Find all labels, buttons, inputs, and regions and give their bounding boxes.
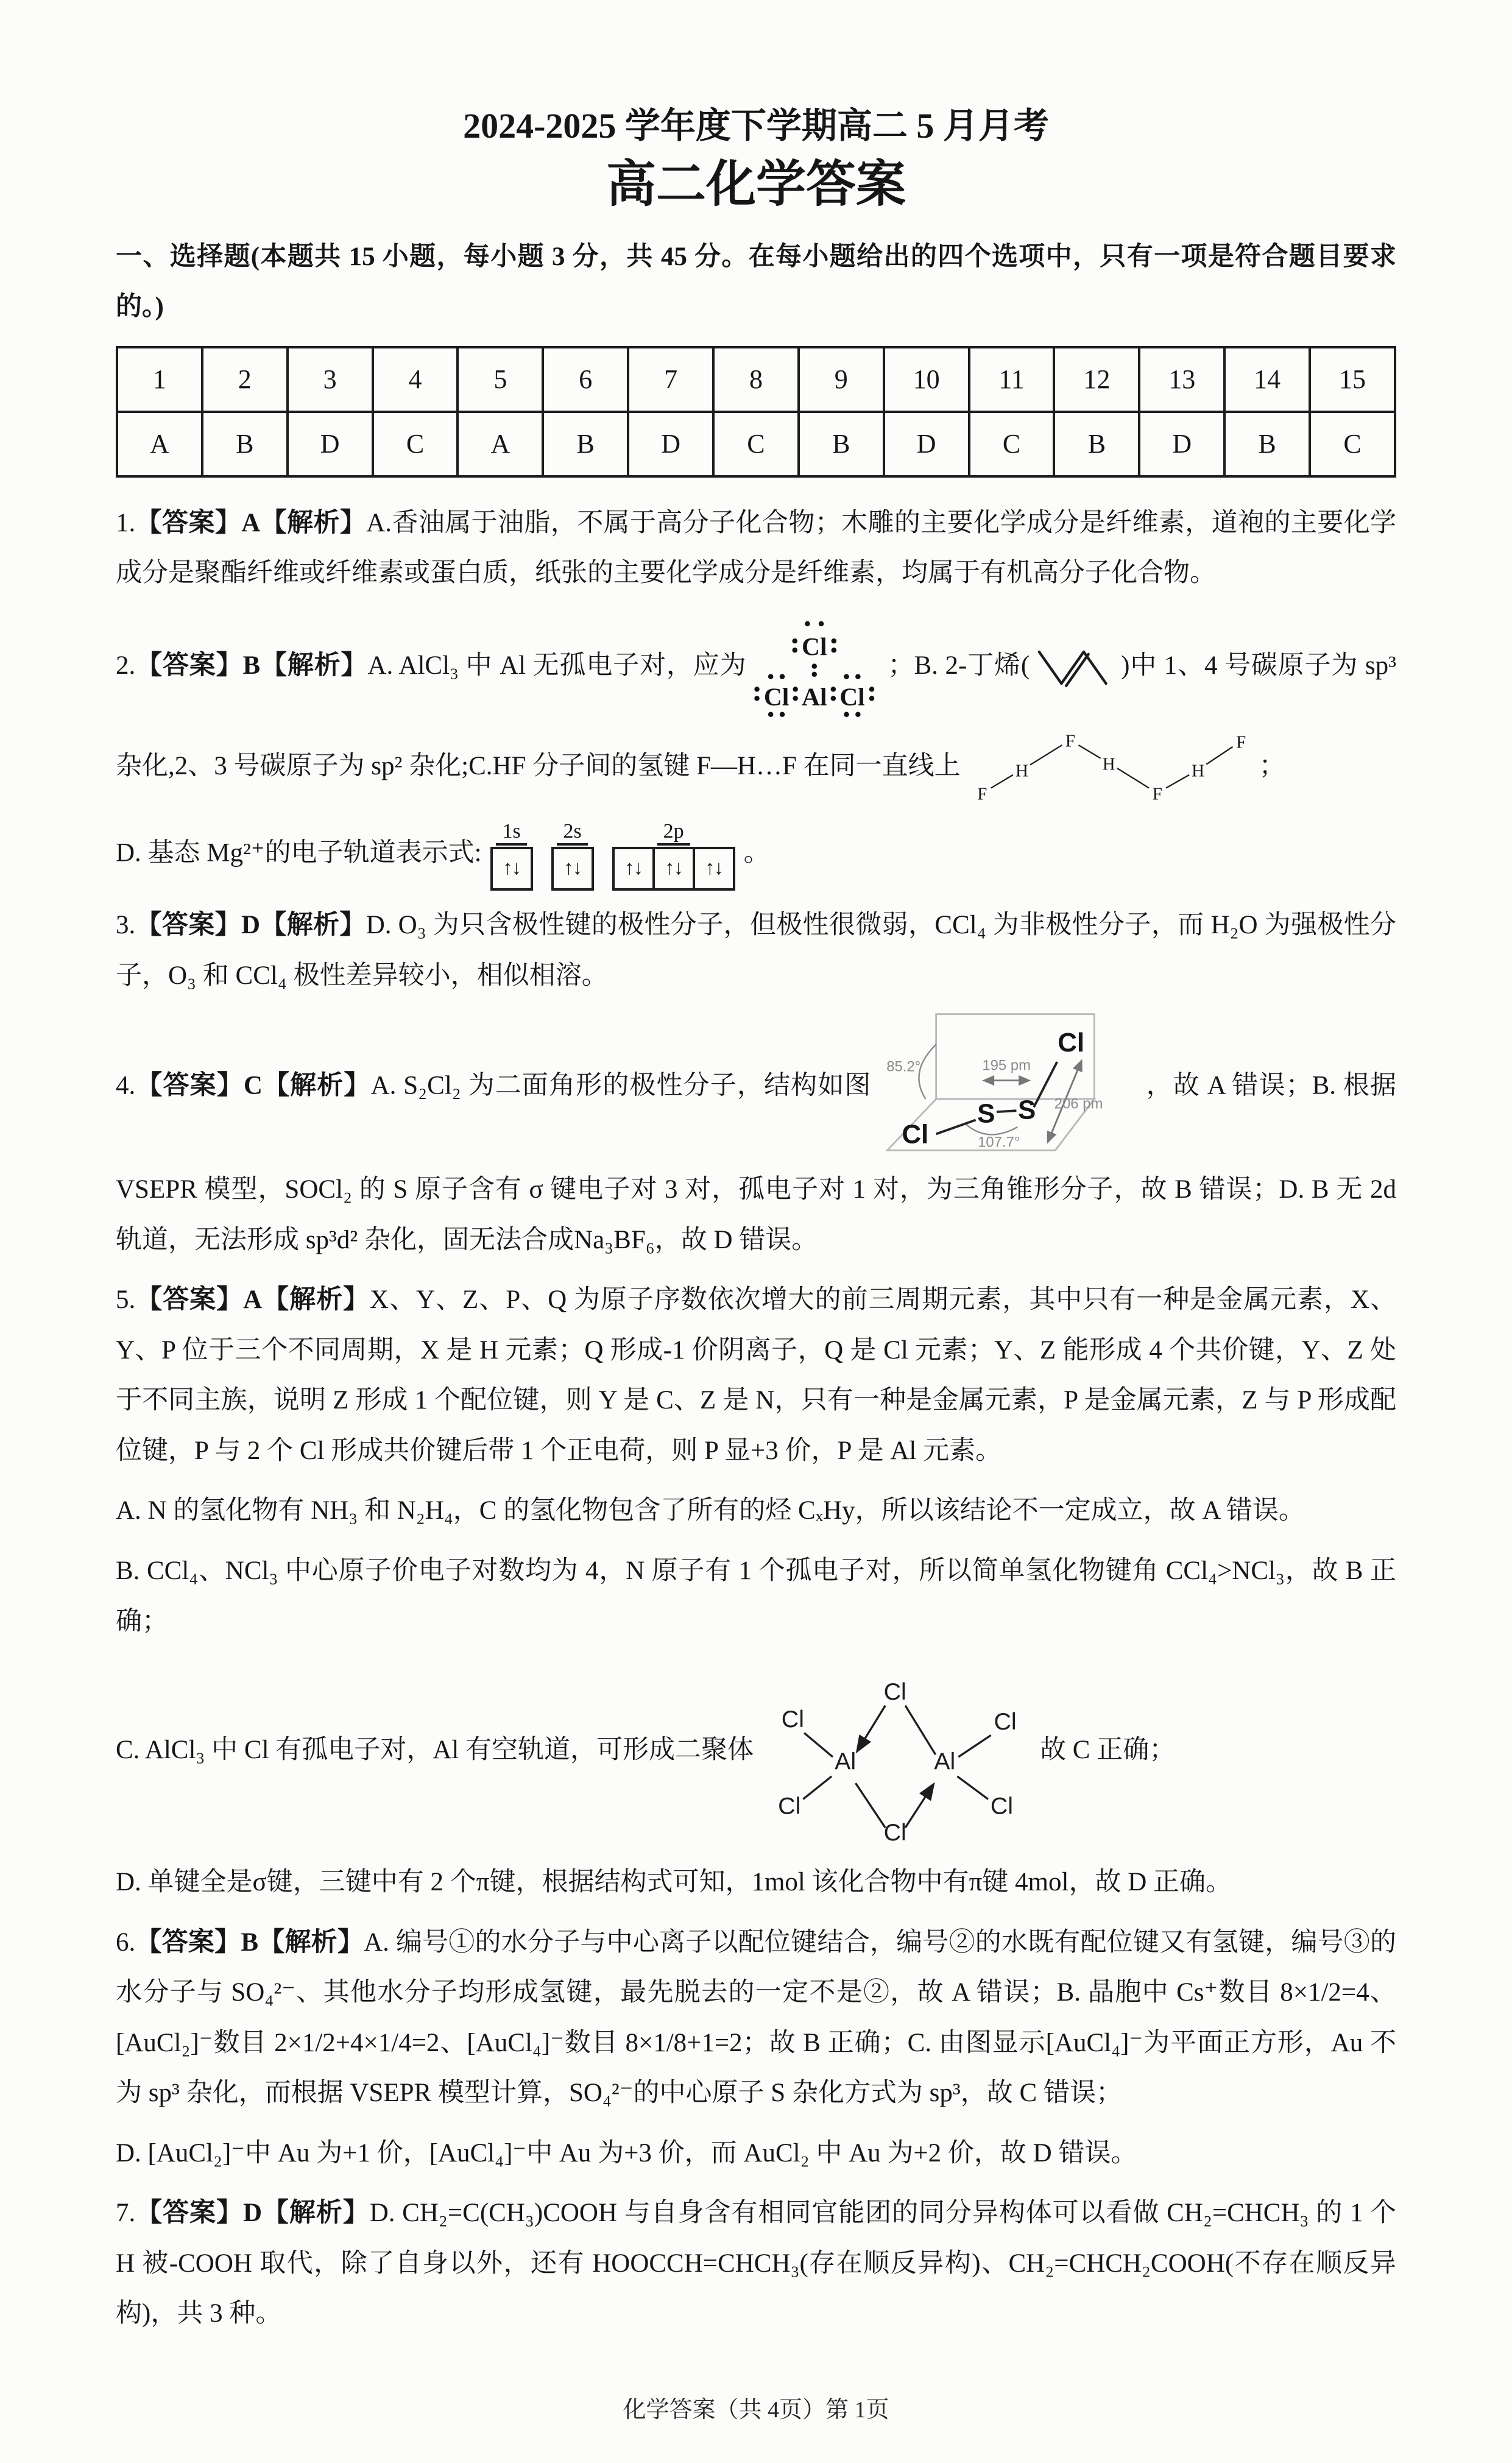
fluorine-atom-label: F [1152,784,1162,804]
answer-cell: D [628,412,713,476]
answer-letter: C [243,1071,263,1100]
analysis-label: 【解析】 [262,1071,371,1100]
terminal-chlorine-label: Cl [778,1792,801,1820]
answer-cell: B [202,412,288,476]
orbital-label-1s: 1s [496,819,526,846]
question-number-cell: 3 [288,347,373,412]
bond-length-label: 206 pm [1054,1095,1103,1112]
explanation-text: ，故 A 错误；B. 根据 VSEPR 模型，SOCl₂ 的 S 原子含有 σ 键电子对 3 对，孤电子对 1 对，为三角锥形分子，故 B 错误；D. B 无 2d 轨道，无法形成 sp³d² 杂化，固无法合成Na₃BF₆，故 D 错误。 [116,1071,1396,1254]
answer-label: 【答案】 [135,1071,244,1100]
question-number-cell: 12 [1054,347,1139,412]
mg2-orbital-diagram [490,819,735,891]
explanation-text: A.香油属于油脂，不属于高分子化合物；木雕的主要化学成分是纤维素，道袍的主要化学成分是聚酯纤维或纤维素或蛋白质，纸张的主要化学成分是纤维素，均属于有机高分子化合物。 [116,508,1396,588]
bridging-chlorine-label: Cl [883,1818,906,1846]
orbital-group-2p [612,819,735,891]
exam-title: 2024-2025 学年度下学期高二 5 月月考 [463,106,1049,146]
explanation-text: A. S₂Cl₂ 为二面角形的极性分子，结构如图 [370,1071,872,1100]
question-number-cell: 2 [202,347,288,412]
question-5-explanation [116,1275,1396,1476]
question-number-cell: 9 [799,347,884,412]
answer-letter: B [241,1928,259,1957]
question-1-explanation [116,498,1396,599]
electron-pair-box: ↑↓ [490,847,533,891]
alcl3-lewis-structure-diagram [752,609,881,727]
explanation-text: A. 编号①的水分子与中心离子以配位键结合，编号②的水既有配位键又有氢键，编号③的水分子与 SO₄²⁻、其他水分子均形成氢键，最先脱去的一定不是②，故 A 错误；B. 晶胞中 Cs⁺数目 8×1/2=4、[AuCl₂]⁻数目 2×1/2+4×1/4=2、[AuCl₄]⁻数目 8×1/8+1=2；故 B 正确；C. 由图显示[AuCl₄]⁻为平面正方形，Au 不为 sp³ 杂化，而根据 VSEPR 模型计算，SO₄²⁻的中心原子 S 杂化方式为 sp³，故 C 错误； [116,1928,1396,2108]
answer-cell: B [1224,412,1310,476]
question-2-explanation [116,609,1396,810]
aluminium-atom-label: Al [802,682,827,711]
analysis-label: 【解析】 [260,508,367,537]
fluorine-atom-label: F [1065,731,1075,751]
answer-letter: B [242,651,261,680]
question-number-cell: 4 [373,347,458,412]
answer-cell: B [1054,412,1139,476]
question-number-cell: 7 [628,347,713,412]
answer-cell: C [1310,412,1395,476]
page-footer: 化学答案（共 4页）第 1页 [623,2397,889,2423]
explanation-text: )中 1、4 号碳原子为 sp³ 杂化,2、3 号碳原子为 sp² 杂化;C.HF 分子间的氢键 F—H…F 在同一直线上 [116,651,1396,780]
question-6-option-d [116,2129,1396,2179]
electron-pair-box: ↑↓ [551,847,594,891]
orbital-group-2s [551,819,594,891]
question-6-explanation [116,1918,1396,2119]
explanation-text: C. AlCl₃ 中 Cl 有孤电子对，Al 有空轨道，可形成二聚体 [116,1735,754,1764]
answer-letter: A [243,1285,263,1315]
question-number-cell: 14 [1224,347,1310,412]
question-number: 5. [116,1285,136,1315]
chlorine-atom-label: Cl [764,682,790,711]
answer-table-number-row [117,347,1395,412]
hydrogen-atom-label: H [1015,761,1028,781]
terminal-chlorine-label: Cl [994,1708,1017,1736]
question-5-option-c [116,1656,1396,1848]
explanation-text: D. 基态 Mg²⁺的电子轨道表示式: [116,838,482,868]
answer-label: 【答案】 [135,2199,243,2228]
answer-cell: B [543,412,628,476]
question-number: 1. [116,508,136,537]
explanation-text: 故 C 正确； [1040,1735,1176,1764]
orbital-label-2s: 2s [557,819,587,846]
explanation-text: A. N 的氢化物有 NH₃ 和 N₂H₄，C 的氢化物包含了所有的烃 CₓHy，所以该结论不一定成立，故 A 错误。 [116,1496,1305,1525]
hydrogen-atom-label: H [1102,754,1115,774]
electron-pair-box: ↑↓ [612,847,655,891]
page-title: 高二化学答案 [606,157,906,213]
question-number-cell: 13 [1139,347,1224,412]
orbital-label-2p: 2p [657,819,690,846]
answer-cell: A [117,412,202,476]
analysis-label: 【解析】 [262,1285,370,1315]
terminal-chlorine-label: Cl [990,1792,1014,1820]
question-number: 3. [116,911,136,940]
s2cl2-structure-diagram [878,1011,1140,1165]
question-number: 4. [116,1071,136,1100]
question-7-explanation [116,2188,1396,2339]
answer-letter: A [241,508,261,537]
question-5-option-d [116,1857,1396,1908]
explanation-text: D. CH₂=C(CH₃)COOH 与自身含有相同官能团的同分异构体可以看做 CH₂=CHCH₃ 的 1 个 H 被-COOH 取代，除了自身以外，还有 HOOCCH=CHCH₃(存在顺反异构)、CH₂=CHCH₂COOH(不存在顺反异构)，共 3 种。 [116,2199,1397,2328]
answer-label: 【答案】 [135,1285,244,1315]
question-number-cell: 15 [1310,347,1395,412]
sulfur-atom-label: S [977,1098,995,1129]
question-5-option-b [116,1546,1396,1647]
explanation-text: X、Y、Z、P、Q 为原子序数依次增大的前三周期元素，其中只有一种是金属元素，X、Y、P 位于三个不同周期，X 是 H 元素；Q 形成-1 价阴离子，Q 是 Cl 元素；Y、Z 能形成 4 个共价键，Y、Z 处于不同主族，说明 Z 形成 1 个配位键，则 Y 是 C、Z 是 N，只有一种是金属元素，P 是金属元素，Z 与 P 形成配位键，P 与 2 个 Cl 形成共价键后带 1 个正电荷，则 P 显+3 价，P 是 Al 元素。 [116,1285,1397,1465]
chlorine-atom-label: Cl [839,682,866,711]
question-number-cell: 11 [969,347,1055,412]
hf-hydrogen-bond-chain-diagram [967,727,1253,810]
answer-cell: A [457,412,543,476]
explanation-text: D. O₃ 为只含极性键的极性分子，但极性很微弱，CCl₄ 为非极性分子，而 H₂O 为强极性分子，O₃ 和 CCl₄ 极性差异较小，相似相溶。 [116,911,1397,990]
fluorine-atom-label: F [977,784,987,804]
answer-cell: D [288,412,373,476]
bond-length-label: 195 pm [981,1057,1031,1074]
answer-table [116,346,1396,478]
question-number-cell: 5 [457,347,543,412]
question-number-cell: 1 [117,347,202,412]
explanation-text: B. CCl₄、NCl₃ 中心原子价电子对数均为 4，N 原子有 1 个孤电子对，所以简单氢化物键角 CCl₄>NCl₃，故 B 正确； [116,1557,1396,1636]
answer-letter: D [241,911,261,940]
question-number: 2. [116,651,136,680]
chlorine-atom-label: Cl [1057,1028,1084,1058]
analysis-label: 【解析】 [258,1928,364,1957]
answer-cell: C [373,412,458,476]
answer-label: 【答案】 [135,1928,241,1957]
bridging-chlorine-label: Cl [883,1678,906,1706]
aluminium-atom-label: Al [934,1748,956,1775]
answer-cell: D [1139,412,1224,476]
answer-letter: D [242,2199,262,2228]
explanation-text: D. 单键全是σ键，三键中有 2 个π键，根据结构式可知，1mol 该化合物中有π键 4mol，故 D 正确。 [116,1868,1232,1897]
answer-label: 【答案】 [135,911,241,940]
2-butene-skeletal-structure-diagram [1036,641,1115,693]
hydrogen-atom-label: H [1191,761,1204,781]
answer-cell: C [969,412,1055,476]
answer-cell: D [884,412,969,476]
question-number-cell: 6 [543,347,628,412]
answer-label: 【答案】 [135,651,243,680]
analysis-label: 【解析】 [260,651,368,680]
orbital-group-1s [490,819,533,891]
explanation-text: ； [1259,751,1285,780]
electron-pair-box: ↑↓ [652,847,695,891]
analysis-label: 【解析】 [260,911,366,940]
dihedral-angle-label: 85.2° [886,1058,920,1075]
sulfur-atom-label: S [1017,1095,1036,1125]
bond-angle-label: 107.7° [977,1134,1020,1151]
terminal-chlorine-label: Cl [781,1706,805,1733]
explanation-text: A. AlCl₃ 中 Al 无孤电子对，应为 [367,651,747,680]
analysis-label: 【解析】 [262,2199,370,2228]
question-4-explanation [116,1011,1396,1265]
explanation-text: D. [AuCl₂]⁻中 Au 为+1 价，[AuCl₄]⁻中 Au 为+3 价，而 AuCl₂ 中 Au 为+2 价，故 D 错误。 [116,2138,1137,2168]
question-number: 7. [116,2199,136,2228]
answer-cell: C [713,412,799,476]
section-header: 一、选择题(本题共 15 小题，每小题 3 分，共 45 分。在每小题给出的四个选项中，只有一项是符合题目要求的。) [116,242,1396,322]
question-number: 6. [116,1928,136,1957]
explanation-text: 。 [743,838,770,868]
answer-table-answer-row [117,412,1395,476]
question-number-cell: 8 [713,347,799,412]
chlorine-atom-label: Cl [901,1119,928,1150]
explanation-text: ；B. 2-丁烯( [888,651,1030,680]
question-2-option-d [116,819,1396,891]
answer-label: 【答案】 [135,508,242,537]
fluorine-atom-label: F [1235,732,1246,752]
question-5-option-a [116,1486,1396,1536]
al2cl6-dimer-structure-diagram [760,1656,1034,1848]
question-3-explanation [116,900,1396,1001]
chlorine-atom-label: Cl [802,632,827,660]
answer-cell: B [799,412,884,476]
question-number-cell: 10 [884,347,969,412]
aluminium-atom-label: Al [835,1748,857,1775]
electron-pair-box: ↑↓ [693,847,735,891]
